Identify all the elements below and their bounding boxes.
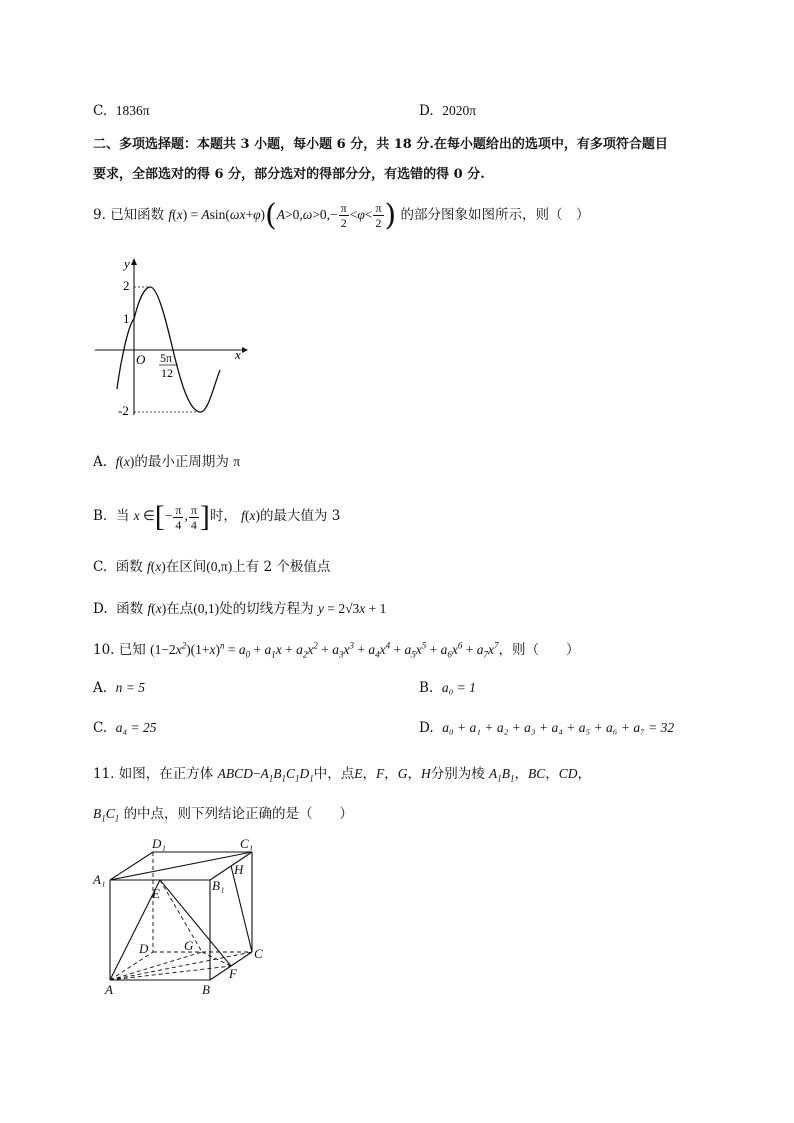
- option-suffix: 处的切线方程为: [219, 601, 314, 617]
- stem-prefix: 如图，在正方体: [118, 766, 214, 782]
- option-value: 2020π: [442, 103, 477, 118]
- section-title-line1: 二、多项选择题：本题共 3 小题，每小题 6 分，共 18 分.在每小题给出的选项中，有多项符合题目: [93, 137, 668, 152]
- stem-suffix: ，则（ ）: [498, 642, 580, 658]
- stem-suffix: 分别为棱: [430, 766, 485, 782]
- option-text: 的最大值为 3: [259, 508, 341, 525]
- option-prefix: 函数: [116, 601, 144, 617]
- interval-expression: x ∈[− $\frac{\pi}{4}$ , $\frac{\pi}{4}$ ]: [133, 500, 210, 533]
- function-symbol: f(x): [147, 559, 166, 574]
- expansion-equation: $(1-2x^2)(1+x)^n = a_0 + a_1x + a_2x^2 + a_3x^3 + a_4x^4 + a_5x^5 + a_6x^6 + a_7x^7$: [150, 640, 499, 660]
- label-c: C: [254, 946, 263, 961]
- function-symbol: f(x): [241, 508, 260, 524]
- edges-list: $A_1B_1$，BC，CD，: [489, 766, 592, 784]
- parameter-conditions: A>0,ω>0,− $\frac{\pi}{2}$ <φ< $\frac{\pi}{2}$: [276, 201, 382, 231]
- segment-hc: [231, 866, 252, 952]
- option-mid: 在区间: [165, 559, 207, 575]
- x-axis-label: x: [235, 347, 241, 362]
- y-axis-arrow: [131, 258, 137, 265]
- edge-b1c1: $B_1C_1$: [93, 806, 120, 824]
- option-suffix: 时，: [209, 508, 237, 525]
- cube-name: $ABCD-A_1B_1C_1D_1$: [217, 766, 314, 784]
- label-a: A: [105, 982, 113, 997]
- option-label: B.: [93, 508, 108, 525]
- option-label: C.: [93, 559, 108, 575]
- option-value: a₀ = 1: [441, 680, 476, 695]
- q9-function-graph: [90, 255, 250, 425]
- y-tick-1: 1: [123, 311, 130, 326]
- left-paren: (: [265, 198, 277, 233]
- y-axis-label: y: [124, 256, 130, 271]
- option-value: a₀ + a₁ + a₂ + a₃ + a₄ + a₅ + a₆ + a₇ = 32: [442, 720, 675, 735]
- tangent-equation: y = 2√3x + 1: [317, 601, 387, 616]
- option-value: n = 5: [115, 680, 146, 695]
- function-symbol: f(x): [147, 601, 167, 616]
- function-symbol: f(x): [115, 454, 135, 469]
- q10-option-d: [419, 720, 674, 736]
- segment-eg: [160, 880, 202, 952]
- q8-option-c: [93, 103, 150, 119]
- label-f: F: [229, 966, 237, 981]
- y-tick-minus-2: -2: [118, 403, 129, 418]
- option-suffix: 上有 2 个极值点: [232, 559, 331, 575]
- label-b: B: [202, 982, 210, 997]
- q10-option-a: [93, 680, 145, 696]
- option-label: D.: [419, 103, 434, 119]
- q10-stem: [93, 638, 580, 660]
- x-axis-arrow: [242, 347, 248, 353]
- stem-prefix: 已知: [118, 642, 146, 658]
- label-d: D: [139, 941, 149, 956]
- q10-option-c: [93, 720, 157, 736]
- x-tick-denominator: 12: [161, 366, 173, 380]
- label-h: H: [234, 862, 244, 877]
- q9-option-d: [93, 597, 386, 617]
- option-label: C.: [93, 720, 108, 736]
- q9-stem: [93, 198, 590, 233]
- label-a1: A₁: [93, 872, 106, 887]
- segment-ag: [110, 952, 202, 980]
- stem-mid: 中，点: [313, 766, 355, 782]
- point: (0,1): [193, 601, 220, 616]
- label-d1: D₁: [152, 836, 166, 851]
- option-label: B.: [419, 680, 434, 696]
- question-number: 11.: [93, 766, 115, 782]
- option-label: D.: [93, 601, 108, 617]
- option-value: 1836π: [115, 103, 150, 118]
- x-tick-numerator: 5π: [160, 351, 173, 365]
- option-text: 的最小正周期为: [134, 454, 229, 470]
- origin-label: O: [136, 352, 146, 367]
- stem-prefix: 已知函数: [110, 207, 165, 223]
- option-label: C.: [93, 103, 108, 119]
- label-c1: C₁: [240, 836, 254, 851]
- label-b1: B₁: [212, 878, 225, 893]
- label-e: E: [152, 886, 160, 901]
- option-label: A.: [93, 680, 108, 696]
- q11-cube-figure: [90, 832, 280, 1002]
- stem-suffix: 的部分图象如图所示，则（ ）: [400, 207, 590, 223]
- stem-suffix: 的中点，则下列结论正确的是（ ）: [123, 806, 354, 822]
- q8-option-d: [419, 103, 476, 119]
- q9-option-a: [93, 450, 240, 470]
- option-label: D.: [419, 720, 434, 736]
- option-label: A.: [93, 454, 108, 470]
- option-mid: 在点: [166, 601, 194, 617]
- section-title-line2: 要求，全部选对的得 6 分，部分选对的得部分分，有选错的得 0 分.: [93, 167, 485, 182]
- q9-option-c: [93, 555, 330, 575]
- function-formula: f(x) = Asin(ωx+φ): [168, 207, 266, 222]
- option-prefix: 当: [115, 508, 130, 525]
- option-value: π: [233, 454, 241, 469]
- q11-stem-line2: [93, 802, 353, 824]
- right-paren: ): [384, 198, 397, 233]
- option-prefix: 函数: [115, 559, 143, 575]
- label-g: G: [184, 938, 194, 953]
- question-number: 9.: [93, 207, 106, 223]
- option-value: a₄ = 25: [115, 720, 157, 735]
- q9-option-b: [93, 500, 340, 534]
- q10-option-b: [419, 680, 476, 696]
- q11-stem-line1: [93, 762, 591, 784]
- question-number: 10.: [93, 642, 115, 658]
- points-list: E，F，G，H: [354, 766, 431, 781]
- y-tick-2: 2: [123, 278, 130, 293]
- interval: (0,π): [206, 559, 233, 574]
